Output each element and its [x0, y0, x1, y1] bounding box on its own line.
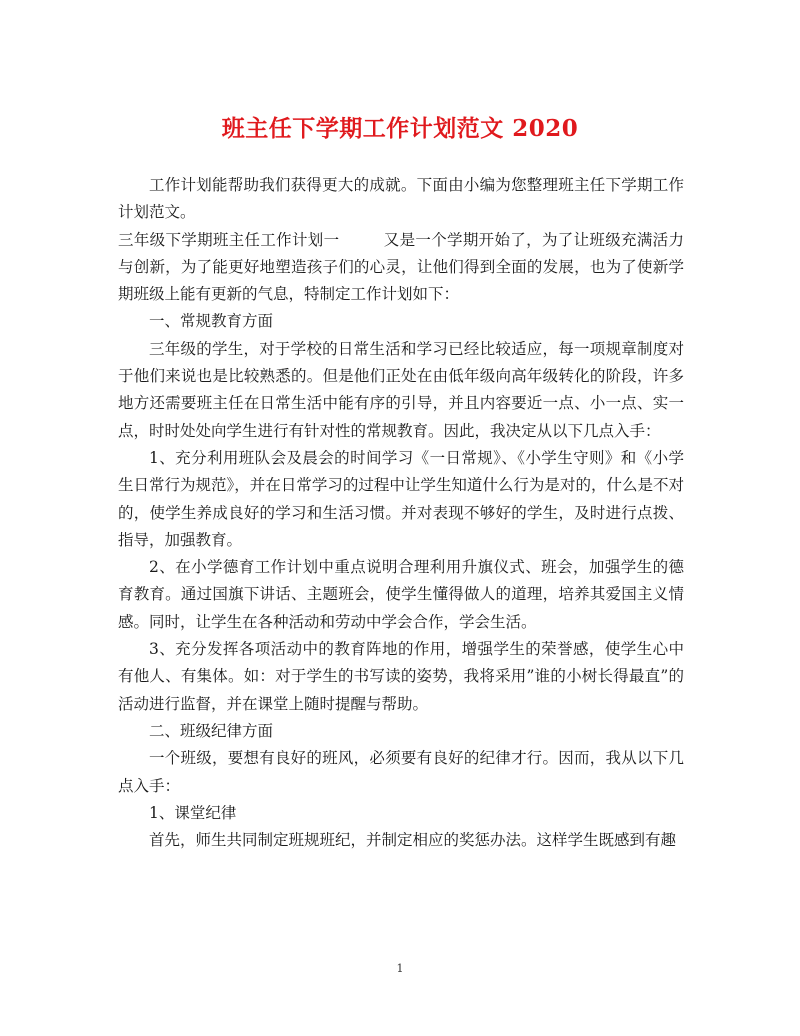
plan-paragraph: [118, 227, 684, 309]
plan-heading: 三年级下学期班主任工作计划一: [118, 230, 340, 249]
page-title: 班主任下学期工作计划范文 2020: [221, 115, 579, 142]
document-body: [118, 172, 684, 854]
intro-paragraph: 工作计划能帮助我们获得更大的成就。下面由小编为您整理班主任下学期工作计划范文。: [118, 176, 684, 222]
section-heading-discipline: 二、班级纪律方面: [149, 721, 274, 740]
routine-item-2: 2、在小学德育工作计划中重点说明合理利用升旗仪式、班会，加强学生的德育教育。通过国旗下讲话、主题班会，使学生懂得做人的道理，培养其爱国主义情感。同时，让学生在各种活动和劳动中学会合作，学会生活。: [118, 558, 684, 631]
routine-item-3: 3、充分发挥各项活动中的教育阵地的作用，增强学生的荣誉感，使学生心中有他人、有集体。如：对于学生的书写读的姿势，我将采用”谁的小树长得最直”的活动进行监督，并在课堂上随时提醒与帮助。: [118, 640, 684, 713]
section-heading-routine: 一、常规教育方面: [149, 312, 274, 331]
section-body-discipline: 一个班级，要想有良好的班风，必须要有良好的纪律才行。因而，我从以下几点入手：: [118, 749, 684, 795]
discipline-item-1: 1、课堂纪律: [149, 803, 237, 822]
discipline-item-1-body: 首先，师生共同制定班规班纪，并制定相应的奖惩办法。这样学生既感到有趣: [149, 831, 677, 850]
routine-item-1: 1、充分利用班队会及晨会的时间学习《一日常规》、《小学生守则》和《小学生日常行为规范》，并在日常学习的过程中让学生知道什么行为是对的，什么是不对的，使学生养成良好的学习和生活习惯。并对表现不够好的学生，及时进行点拨、指导，加强教育。: [118, 448, 684, 549]
page-number: 1: [396, 962, 404, 975]
plan-intro: 又是一个学期开始了，为了让班级充满活力与创新，为了能更好地塑造孩子们的心灵，让他们得到全面的发展，也为了使新学期班级上能有更新的气息，特制定工作计划如下：: [118, 230, 684, 304]
section-body-routine: 三年级的学生，对于学校的日常生活和学习已经比较适应，每一项规章制度对于他们来说也是比较熟悉的。但是他们正处在由低年级向高年级转化的阶段，许多地方还需要班主任在日常生活中能有序的引导，并且内容要近一点、小一点、实一点，时时处处向学生进行有针对性的常规教育。因此，我决定从以下几点入手：: [118, 339, 684, 440]
